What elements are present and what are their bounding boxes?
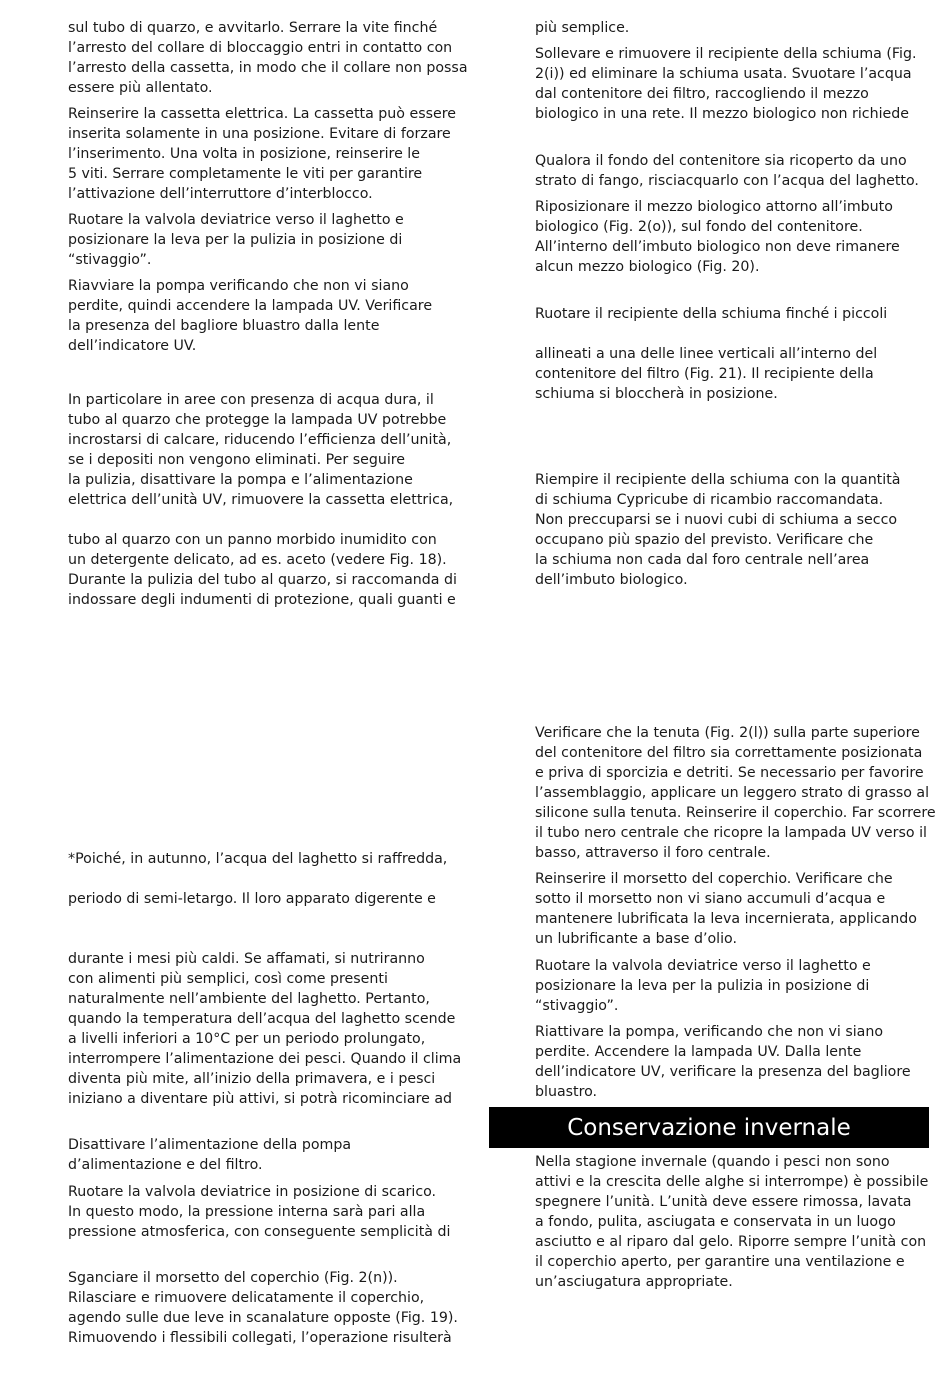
text-line: Rimuovendo i flessibili collegati, l’operazione risulterà [68,1330,452,1346]
right-paragraph [535,197,900,277]
right-paragraph [535,1152,928,1292]
left-paragraph [68,849,447,869]
text-line: 5 viti. Serrare completamente le viti per garantire [68,166,423,182]
text-line: In questo modo, la pressione interna sarà pari alla [68,1204,426,1220]
text-line: strato di fango, risciacquarlo con l’acqua del laghetto. [535,173,919,189]
right-paragraph [535,18,629,38]
text-line: e priva di sporcizia e detriti. Se necessario per favorire [535,765,924,781]
left-paragraph [68,104,456,204]
text-line: agendo sulle due leve in scanalature opposte (Fig. 19). [68,1310,458,1326]
text-line: Reinserire la cassetta elettrica. La cassetta può essere [68,106,456,122]
text-line: schiuma si bloccherà in posizione. [535,386,778,402]
text-line: inserita solamente in una posizione. Evitare di forzare [68,126,451,142]
text-line: Rilasciare e rimuovere delicatamente il coperchio, [68,1290,425,1306]
text-line: Riavviare la pompa verificando che non vi siano [68,278,409,294]
text-line: essere più allentato. [68,80,213,96]
right-paragraph [535,344,877,404]
text-line: durante i mesi più caldi. Se affamati, si nutriranno [68,951,425,967]
left-paragraph [68,390,453,510]
text-line: biologico (Fig. 2(o)), sul fondo del contenitore. [535,219,863,235]
text-line: indossare degli indumenti di protezione, quali guanti e [68,592,456,608]
text-line: l’inserimento. Una volta in posizione, reinserire le [68,146,420,162]
text-line: All’interno dell’imbuto biologico non deve rimanere [535,239,900,255]
text-line: l’arresto della cassetta, in modo che il collare non possa [68,60,468,76]
text-line: quando la temperatura dell’acqua del laghetto scende [68,1011,456,1027]
text-line: se i depositi non vengono eliminati. Per seguire [68,452,406,468]
text-line: l’attivazione dell’interruttore d’interblocco. [68,186,373,202]
text-line: dell’indicatore UV. [68,338,197,354]
text-line: Riempire il recipiente della schiuma con la quantità [535,472,901,488]
text-line: del contenitore del filtro sia correttamente posizionata [535,745,923,761]
text-line: In particolare in aree con presenza di acqua dura, il [68,392,434,408]
text-line: a fondo, pulita, asciugata e conservata in un luogo [535,1214,896,1230]
text-line: iniziano a diventare più attivi, si potrà ricominciare ad [68,1091,453,1107]
text-line: dell’indicatore UV, verificare la presenza del bagliore [535,1064,911,1080]
text-line: Durante la pulizia del tubo al quarzo, si raccomanda di [68,572,457,588]
text-line: Ruotare la valvola deviatrice verso il laghetto e [68,212,404,228]
left-paragraph [68,1182,450,1242]
text-line: “stivaggio”. [68,252,152,268]
text-line: un lubrificante a base d’olio. [535,931,737,947]
text-line: perdite. Accendere la lampada UV. Dalla lente [535,1044,862,1060]
right-paragraph [535,151,919,191]
text-line: attivi e la crescita delle alghe si interrompe) è possibile [535,1174,929,1190]
text-line: 2(i)) ed eliminare la schiuma usata. Svuotare l’acqua [535,66,912,82]
text-line: posizionare la leva per la pulizia in posizione di [68,232,403,248]
right-paragraph [535,304,887,324]
text-line: Riposizionare il mezzo biologico attorno all’imbuto [535,199,893,215]
text-line: un’asciugatura appropriate. [535,1274,733,1290]
text-line: tubo al quarzo con un panno morbido inumidito con [68,532,437,548]
text-line: *Poiché, in autunno, l’acqua del laghetto si raffredda, [68,851,448,867]
left-paragraph [68,210,404,270]
right-paragraph [535,44,916,124]
text-line: Non preccuparsi se i nuovi cubi di schiuma a secco [535,512,898,528]
text-line: silicone sulla tenuta. Reinserire il coperchio. Far scorrere [535,805,936,821]
text-line: Verificare che la tenuta (Fig. 2(l)) sulla parte superiore [535,725,920,741]
text-line: tubo al quarzo che protegge la lampada UV potrebbe [68,412,447,428]
text-line: biologico in una rete. Il mezzo biologico non richiede [535,106,909,122]
text-line: il coperchio aperto, per garantire una ventilazione e [535,1254,905,1270]
text-line: “stivaggio”. [535,998,619,1014]
left-paragraph [68,276,432,356]
text-line: allineati a una delle linee verticali all’interno del [535,346,878,362]
text-line: a livelli inferiori a 10°C per un periodo prolungato, [68,1031,426,1047]
text-line: perdite, quindi accendere la lampada UV. Verificare [68,298,433,314]
text-line: sul tubo di quarzo, e avvitarlo. Serrare la vite finché [68,20,438,36]
text-line: con alimenti più semplici, così come presenti [68,971,388,987]
text-line: l’assemblaggio, applicare un leggero strato di grasso al [535,785,930,801]
right-paragraph [535,723,936,863]
text-line: la schiuma non cada dal foro centrale nell’area [535,552,870,568]
text-line: Ruotare la valvola deviatrice in posizione di scarico. [68,1184,437,1200]
text-line: dell’imbuto biologico. [535,572,688,588]
text-line: periodo di semi-letargo. Il loro apparato digerente e [68,891,436,907]
text-line: elettrica dell’unità UV, rimuovere la cassetta elettrica, [68,492,454,508]
section-heading-text: Conservazione invernale [567,1114,851,1141]
left-paragraph [68,530,457,610]
text-line: il tubo nero centrale che ricopre la lampada UV verso il [535,825,927,841]
text-line: di schiuma Cypricube di ricambio raccomandata. [535,492,884,508]
text-line: naturalmente nell’ambiente del laghetto. Pertanto, [68,991,430,1007]
text-line: la pulizia, disattivare la pompa e l’alimentazione [68,472,413,488]
text-line: diventa più mite, all’inizio della primavera, e i pesci [68,1071,436,1087]
text-line: più semplice. [535,20,630,36]
text-line: sotto il morsetto non vi siano accumuli d’acqua e [535,891,886,907]
text-line: basso, attraverso il foro centrale. [535,845,771,861]
text-line: Nella stagione invernale (quando i pesci non sono [535,1154,890,1170]
text-line: incrostarsi di calcare, riducendo l’efficienza dell’unità, [68,432,452,448]
text-line: Disattivare l’alimentazione della pompa [68,1137,352,1153]
text-line: posizionare la leva per la pulizia in posizione di [535,978,870,994]
text-line: mantenere lubrificata la leva incernierata, applicando [535,911,917,927]
text-line: d’alimentazione e del filtro. [68,1157,263,1173]
left-paragraph [68,1135,351,1175]
text-line: la presenza del bagliore bluastro dalla lente [68,318,380,334]
text-line: bluastro. [535,1084,598,1100]
right-paragraph [535,869,917,949]
text-line: Sollevare e rimuovere il recipiente della schiuma (Fig. [535,46,917,62]
left-paragraph [68,1268,458,1348]
text-line: Reinserire il morsetto del coperchio. Verificare che [535,871,893,887]
text-line: asciutto e al riparo dal gelo. Riporre sempre l’unità con [535,1234,927,1250]
text-line: occupano più spazio del previsto. Verificare che [535,532,874,548]
text-line: Sganciare il morsetto del coperchio (Fig. 2(n)). [68,1270,398,1286]
left-paragraph [68,889,436,909]
text-line: un detergente delicato, ad es. aceto (vedere Fig. 18). [68,552,447,568]
text-line: Qualora il fondo del contenitore sia ricoperto da uno [535,153,907,169]
text-line: interrompere l’alimentazione dei pesci. Quando il clima [68,1051,462,1067]
left-paragraph [68,949,461,1109]
text-line: Ruotare la valvola deviatrice verso il laghetto e [535,958,871,974]
right-paragraph [535,1022,911,1102]
text-line: l’arresto del collare di bloccaggio entri in contatto con [68,40,453,56]
section-heading-winter-storage [489,1107,929,1148]
text-line: pressione atmosferica, con conseguente semplicità di [68,1224,451,1240]
text-line: contenitore del filtro (Fig. 21). Il recipiente della [535,366,874,382]
text-line: Ruotare il recipiente della schiuma finché i piccoli [535,306,888,322]
text-line: dal contenitore dei filtro, raccogliendo il mezzo [535,86,869,102]
right-paragraph [535,470,900,590]
text-line: spegnere l’unità. L’unità deve essere rimossa, lavata [535,1194,912,1210]
right-paragraph [535,956,871,1016]
text-line: alcun mezzo biologico (Fig. 20). [535,259,760,275]
left-paragraph [68,18,468,98]
text-line: Riattivare la pompa, verificando che non vi siano [535,1024,884,1040]
